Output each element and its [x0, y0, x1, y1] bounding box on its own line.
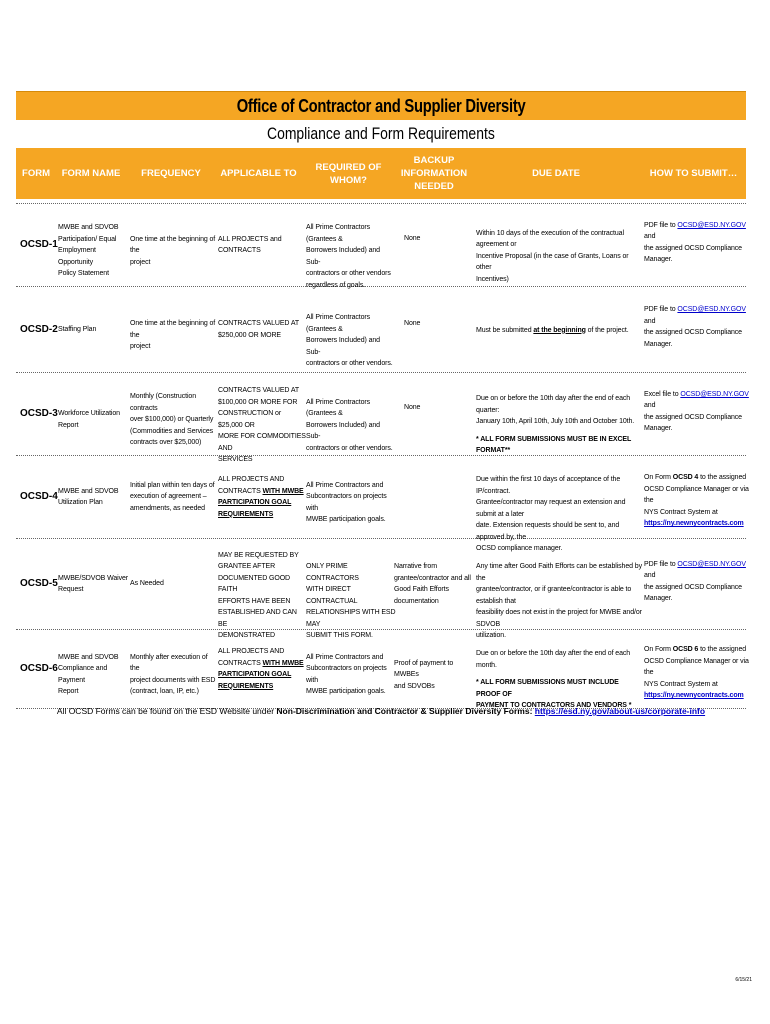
applicable-cell	[218, 385, 306, 466]
cell-line: date. Extension requests should be sent to, and approved by, the	[476, 522, 620, 541]
submit-prefix: Excel file to	[644, 390, 681, 398]
submit-prefix: PDF file to	[644, 560, 678, 568]
cell-line: None	[404, 404, 421, 412]
applicable-cell	[218, 474, 306, 520]
submit-email-link[interactable]: OCSD@ESD.NY.GOV	[677, 306, 746, 314]
cell-line: Within 10 days of the execution of the contractual agreement or	[476, 229, 624, 249]
cell-line	[218, 486, 306, 498]
frequency-cell	[130, 578, 216, 590]
submit-prefix: PDF file to	[644, 306, 678, 314]
cell-line: ALL PROJECTS AND	[218, 648, 285, 655]
cell-line: (Commodities and Services	[130, 427, 214, 435]
footer-text: All OCSD Forms can be found on the ESD Website under	[56, 706, 277, 716]
cell-line: Request	[58, 586, 84, 593]
table-row	[16, 456, 749, 552]
cell-line: All Prime Contractors and	[306, 481, 384, 489]
cell-line: Workforce Utilization Report	[58, 410, 120, 429]
how-to-submit-cell	[644, 472, 749, 530]
how-to-submit-cell	[644, 644, 749, 702]
cell-line: January 10th, April 10th, July 10th and October 10th.	[476, 418, 635, 426]
backup-cell	[404, 233, 484, 245]
header-applicable-to: APPLICABLE TO	[220, 168, 297, 179]
submit-prefix: PDF file to	[644, 221, 678, 229]
cell-line: execution of agreement –	[130, 493, 207, 501]
frequency-cell	[130, 652, 216, 698]
applicable-bold: REQUIREMENTS	[218, 682, 274, 690]
cell-line: SUBMIT THIS FORM.	[306, 632, 373, 639]
form-name-cell	[58, 573, 128, 596]
due-date-cell	[476, 393, 644, 457]
cell-line: MWBE and SDVOB	[58, 224, 119, 231]
cell-line: NYS Contract System at	[644, 680, 718, 688]
required-of-cell	[306, 652, 396, 698]
cell-line: OCSD Compliance Manager or via the	[644, 485, 749, 504]
cell-line: Borrowers Included) and Sub-	[306, 247, 380, 266]
required-of-cell	[306, 312, 396, 370]
header-frequency: FREQUENCY	[141, 168, 201, 179]
header-backup-line3: NEEDED	[414, 181, 454, 192]
cell-line: Due within the first 10 days of acceptance of the IP/contract.	[476, 476, 621, 495]
form-code: OCSD-4	[20, 491, 58, 502]
table-body	[16, 203, 749, 710]
cell-line: OCSD compliance manager.	[476, 545, 563, 552]
table-row	[16, 373, 749, 464]
cell-line: Monthly after execution of the	[130, 653, 208, 673]
cell-line: Staffing Plan	[58, 325, 97, 333]
submit-suffix: and	[644, 402, 656, 410]
cell-line: All Prime Contractors and	[306, 653, 384, 661]
due-date-cell	[476, 325, 644, 337]
how-to-submit-cell	[644, 304, 749, 350]
cell-line	[644, 220, 749, 243]
frequency-cell	[130, 318, 216, 353]
cell-line: $100,000 OR MORE FOR	[218, 398, 298, 406]
cell-line: Incentives)	[476, 275, 509, 283]
form-name-cell	[58, 324, 128, 336]
cell-line: Borrowers Included) and Sub-	[306, 421, 380, 441]
submit-prefix: On Form	[644, 474, 673, 481]
applicable-bold: PARTICIPATION GOAL	[218, 671, 292, 678]
due-note: * ALL FORM SUBMISSIONS MUST INCLUDE PROOF OF	[476, 679, 619, 698]
cell-line: Grantee/contractor may request an extension and submit at a later	[476, 499, 626, 518]
cell-line: documentation	[394, 597, 439, 605]
cell-line: Manager.	[644, 340, 673, 348]
applicable-cell	[218, 646, 306, 692]
cell-line: ALL PROJECTS and	[218, 235, 282, 243]
table-row	[16, 204, 746, 287]
cell-line: WITH DIRECT CONTRACTUAL	[306, 586, 358, 605]
cell-line: DEMONSTRATED	[218, 632, 276, 639]
subtitle-bar	[16, 120, 746, 148]
header-required-of: REQUIRED OF WHOM?	[315, 161, 382, 186]
table-header	[16, 148, 746, 199]
form-name-cell	[58, 486, 128, 509]
cell-line: Manager.	[644, 256, 673, 264]
cell-line: MORE FOR COMMODITIES AND	[218, 433, 306, 452]
submit-email-link[interactable]: OCSD@ESD.NY.GOV	[677, 560, 746, 568]
cell-line: contractors or other vendors.	[306, 360, 393, 368]
due-emphasis: at the beginning	[533, 326, 586, 334]
due-suffix: of the project.	[585, 326, 629, 334]
table-row	[16, 539, 746, 639]
cell-line: project	[130, 343, 151, 350]
cell-line: and SDVOBs	[394, 682, 435, 690]
compliance-sheet	[16, 91, 749, 716]
frequency-cell	[130, 234, 216, 269]
cell-line: Manager.	[644, 595, 673, 603]
cell-line: As Needed	[130, 580, 164, 588]
due-prefix: Must be submitted	[476, 326, 534, 334]
cell-line: MWBE and SDVOB	[58, 487, 119, 495]
cell-line: the assigned OCSD Compliance	[644, 413, 742, 421]
cell-line: the assigned OCSD Compliance	[644, 244, 742, 252]
cell-line: DOCUMENTED GOOD FAITH	[218, 574, 291, 593]
cell-line: Due on or before the 10th day after the end of each quarter:	[476, 395, 631, 414]
cell-line: the assigned OCSD Compliance	[644, 329, 742, 337]
backup-cell	[404, 402, 484, 414]
cell-line: grantee/contractor and all	[394, 574, 471, 582]
cell-line: MAY BE REQUESTED BY	[218, 551, 299, 559]
cell-line: MWBE/SDVOB Waiver	[58, 574, 128, 582]
contract-system-link[interactable]: https://ny.newnycontracts.com	[644, 692, 744, 699]
header-how-to-submit: HOW TO SUBMIT…	[649, 168, 738, 179]
cell-line: Policy Statement	[58, 270, 109, 277]
form-code: OCSD-6	[20, 663, 58, 674]
cell-line: Subcontractors on projects with	[306, 493, 387, 512]
cell-line: MWBE participation goals.	[306, 688, 386, 696]
cell-line: MWBE and SDVOB	[58, 653, 119, 661]
cell-line: project	[130, 258, 151, 266]
cell-line: NYS Contract System at	[644, 508, 718, 516]
footer-link[interactable]: https://esd.ny.gov/about-us/corporate-info	[534, 706, 706, 716]
required-of-cell	[306, 222, 396, 291]
cell-line: CONTRACTS	[218, 247, 261, 254]
cell-line: MWBE participation goals.	[306, 516, 386, 524]
cell-line: SERVICES	[218, 456, 253, 464]
cell-line: None	[404, 319, 421, 327]
cell-line: One time at the beginning of the	[130, 320, 216, 339]
form-code: OCSD-2	[20, 323, 58, 335]
cell-line	[218, 658, 306, 670]
page-number: 6/15/21	[735, 977, 752, 983]
cell-line: Employment Opportunity	[58, 247, 96, 266]
form-code: OCSD-5	[20, 578, 58, 589]
table-row	[16, 630, 749, 710]
due-note: * ALL FORM SUBMISSIONS MUST BE IN EXCEL FORMAT**	[476, 435, 632, 455]
how-to-submit-cell	[644, 389, 749, 435]
header-backup-line1: BACKUP	[413, 155, 455, 166]
page-title: Office of Contractor and Supplier Diversity	[236, 95, 526, 116]
applicable-bold: WITH MWBE	[262, 659, 304, 667]
cell-line: Compliance and Payment	[58, 665, 108, 684]
header-backup	[394, 148, 474, 199]
applicable-bold: PARTICIPATION GOAL	[218, 499, 292, 506]
cell-line: CONTRACTS VALUED AT	[218, 387, 300, 395]
cell-line: $250,000 OR MORE	[218, 331, 281, 339]
cell-line: regardless of goals.	[306, 281, 366, 289]
cell-line: Participation/ Equal	[58, 235, 117, 243]
due-date-cell	[476, 228, 644, 286]
form-reference: OCSD 6	[672, 646, 699, 653]
cell-line: ESTABLISHED AND CAN BE	[218, 609, 297, 628]
page-subtitle: Compliance and Form Requirements	[267, 124, 495, 143]
contract-system-link[interactable]: https://ny.newnycontracts.com	[644, 520, 744, 527]
applicable-prefix: CONTRACTS	[218, 659, 263, 667]
cell-line	[644, 389, 749, 412]
applicable-bold: WITH MWBE	[262, 487, 304, 495]
cell-line: Good Faith Efforts	[394, 586, 449, 593]
cell-line: EFFORTS HAVE BEEN	[218, 597, 291, 605]
cell-line: Proof of payment to MWBEs	[394, 659, 454, 678]
cell-line: RELATIONSHIPS WITH ESD MAY	[306, 609, 396, 628]
header-form: FORM	[22, 168, 50, 179]
cell-line: Any time after Good Faith Efforts can be established by the	[476, 563, 642, 582]
cell-line: None	[404, 235, 421, 243]
cell-line: contracts over $25,000)	[130, 439, 202, 446]
cell-line: ALL PROJECTS AND	[218, 476, 285, 483]
cell-line: contractors or other vendors	[306, 270, 391, 277]
cell-line: CONSTRUCTION or $25,000 OR	[218, 410, 282, 429]
title-bar	[16, 91, 746, 120]
cell-line: Due on or before the 10th day after the end of each month.	[476, 650, 631, 669]
cell-line	[644, 644, 749, 656]
applicable-prefix: CONTRACTS	[218, 487, 263, 495]
backup-cell	[394, 658, 474, 693]
cell-line: Borrowers Included) and Sub-	[306, 337, 380, 356]
cell-line: Initial plan within ten days of	[130, 481, 215, 489]
how-to-submit-cell	[644, 220, 749, 266]
cell-line: Utilization Plan	[58, 499, 103, 506]
submit-suffix: to the assigned	[698, 646, 747, 653]
submit-suffix: and	[644, 233, 656, 241]
cell-line: feasibility does not exist in the project for MWBE and/or SDVOB	[476, 609, 642, 628]
due-note: PAYMENT TO CONTRACTORS AND VENDORS *	[476, 702, 632, 710]
cell-line: GRANTEE AFTER	[218, 563, 276, 570]
header-due-date: DUE DATE	[532, 168, 580, 179]
submit-email-link[interactable]: OCSD@ESD.NY.GOV	[677, 221, 746, 229]
submit-email-link[interactable]: OCSD@ESD.NY.GOV	[680, 390, 749, 398]
cell-line: over $100,000) or Quarterly	[130, 416, 214, 423]
cell-line	[644, 304, 749, 327]
cell-line: Subcontractors on projects with	[306, 665, 387, 684]
frequency-cell	[130, 391, 216, 449]
cell-line: Narrative from	[394, 563, 437, 570]
applicable-bold: REQUIREMENTS	[218, 510, 274, 518]
footer-note	[16, 706, 746, 716]
cell-line: (contract, loan, IP, etc.)	[130, 688, 199, 696]
cell-line: CONTRACTS VALUED AT	[218, 320, 300, 327]
cell-line: All Prime Contractors (Grantees &	[306, 224, 371, 243]
header-form-name: FORM NAME	[61, 168, 121, 179]
cell-line: Monthly (Construction contracts	[130, 393, 196, 412]
form-name-cell	[58, 408, 128, 431]
applicable-cell	[218, 234, 306, 257]
cell-line: All Prime Contractors (Grantees &	[306, 398, 371, 418]
backup-cell	[394, 561, 474, 607]
table-row	[16, 287, 746, 373]
required-of-cell	[306, 397, 396, 455]
cell-line	[644, 472, 749, 484]
applicable-cell	[218, 550, 306, 642]
cell-line: grantee/contractor, or if grantee/contractor is able to establish that	[476, 586, 632, 605]
cell-line: utilization.	[476, 632, 506, 639]
submit-prefix: On Form	[644, 646, 673, 653]
how-to-submit-cell	[644, 559, 749, 605]
cell-line: project documents with ESD	[130, 676, 216, 684]
footer-bold-text: Non-Discrimination and Contractor & Supplier Diversity Forms:	[276, 706, 535, 716]
cell-line: Manager.	[644, 425, 673, 433]
cell-line	[644, 559, 749, 582]
cell-line: All Prime Contractors (Grantees &	[306, 314, 371, 333]
form-reference: OCSD 4	[672, 474, 699, 481]
cell-line: Incentive Proposal (in the case of Grants, Loans or other	[476, 252, 629, 272]
cell-line: OCSD Compliance Manager or via the	[644, 657, 749, 676]
cell-line: One time at the beginning of the	[130, 235, 216, 254]
due-date-cell	[476, 648, 644, 712]
submit-suffix: and	[644, 572, 656, 580]
form-name-cell	[58, 652, 128, 698]
cell-line: amendments, as needed	[130, 504, 205, 512]
cell-line: Report	[58, 688, 79, 696]
frequency-cell	[130, 480, 216, 515]
submit-suffix: and	[644, 317, 656, 325]
form-name-cell	[58, 222, 128, 280]
form-code: OCSD-3	[20, 408, 58, 419]
cell-line: the assigned OCSD Compliance	[644, 583, 742, 591]
backup-cell	[404, 318, 484, 330]
submit-suffix: to the assigned	[698, 474, 747, 481]
cell-line: contractors or other vendors.	[306, 444, 393, 452]
required-of-cell	[306, 480, 396, 526]
applicable-cell	[218, 318, 306, 341]
cell-line: ONLY PRIME CONTRACTORS	[306, 563, 359, 582]
header-backup-line2: INFORMATION	[400, 168, 468, 179]
form-code: OCSD-1	[20, 239, 58, 250]
